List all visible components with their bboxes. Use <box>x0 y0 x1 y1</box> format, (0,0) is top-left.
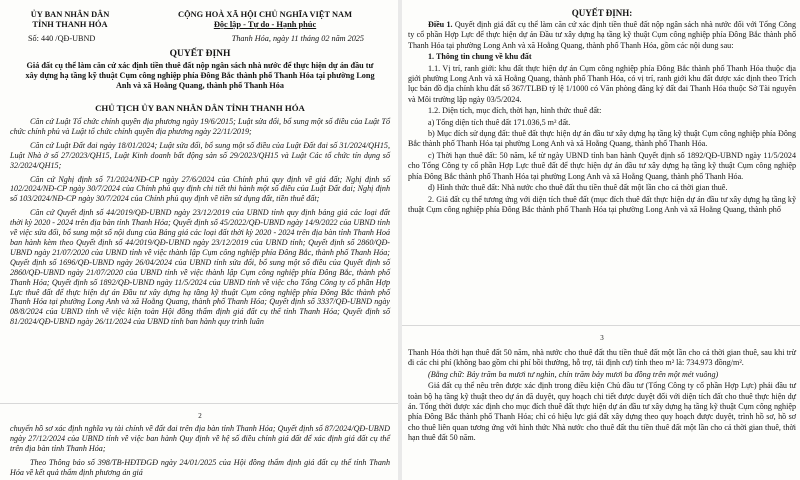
document-subject: Giá đất cụ thể làm căn cứ xác định tiền thuê đất nộp ngân sách nhà nước để thực hiện dự án đầu tư xây dựng hạ tầng kỹ thuật Cụm công nghiệp phía Đông Bắc thành phố Thanh Hóa tại phường Long Anh và xã Hoằng Quang, thành phố Thanh Hóa <box>25 61 375 90</box>
section-1-1: 1.1. Vị trí, ranh giới: khu đất thực hiện dự án Cụm công nghiệp phía Đông Bắc thành phố Thanh Hóa thuộc địa giới phường Long Anh và xã Hoằng Quang, thành phố Thanh Hóa, có vị trí, ranh giới khu đất được xác định theo Trích lục bản đồ địa chính khu đất số 367/TLBĐ tỷ lệ 1/1000 có Văn phòng đăng ký đất đai Thanh Hóa thuộc Sở Tài nguyên và Môi trường lập ngày 03/5/2024. <box>408 63 796 104</box>
section-1-2-c: c) Thời hạn thuê đất: 50 năm, kể từ ngày UBND tỉnh ban hành Quyết định số 1892/QĐ-UBND ngày 11/5/2024 cho Tổng Công ty cổ phần Hợp Lực thuê đất để thực hiện dự án đầu tư xây dựng hạ tầng kỹ thuật Cụm công nghiệp phía Đông Bắc thành phố Thanh Hóa tại phường Long Anh và xã Hoằng Quang, thành phố Thanh Hóa. <box>408 150 796 181</box>
page-number: 3 <box>600 334 604 342</box>
document-page-2-upper <box>0 403 398 480</box>
document-page-1-upper <box>0 0 398 403</box>
decision-title: QUYẾT ĐỊNH: <box>571 8 633 18</box>
legal-basis-paragraph: Căn cứ Quyết định số 44/2019/QĐ-UBND ngày 23/12/2019 của UBND tỉnh quy định bảng giá các loại đất thời kỳ 2020 - 2024 trên địa bàn tỉnh Thanh Hóa; Quyết định số 45/2022/QĐ-UBND ngày 14/9/2022 của UBND tỉnh về việc sửa đổi, bổ sung một số nội dung của Bảng giá các loại đất thời kỳ 2020 - 2024 trên địa bàn tỉnh Thanh Hoá ban hành kèm theo Quyết định số 44/2019/QĐ-UBND ngày 23/12/2019 của UBND tỉnh; Quyết định số 2860/QĐ-UBND ngày 21/07/2020 của UBND tỉnh về việc thành lập Cụm công nghiệp phía Đông Bắc, thành phố Thanh Hóa; Quyết định số 1696/QĐ-UBND ngày 26/04/2024 của UBND tỉnh sửa đổi, bổ sung một số điều của Quyết định số 2860/QĐ-UBND ngày 21/07/2020 của UBND tỉnh về việc thành lập Cụm công nghiệp phía Đông Bắc, thành phố Thanh Hóa; Quyết định số 1892/QĐ-UBND ngày 11/5/2024 của UBND tỉnh về việc cho Tổng Công ty cổ phần Hợp Lực thuê đất để thực hiện dự án Đầu tư xây dựng hạ tầng kỹ thuật Cụm công nghiệp phía Đông Bắc thành phố Thanh Hóa tại phường Long Anh và xã Hoằng Quang, thành phố Thanh Hóa; Quyết định số 3337/QĐ-UBND ngày 08/8/2024 của UBND tỉnh về việc kiện toàn Hội đồng thẩm định giá đất cụ thể tỉnh Thanh Hóa; Quyết định số 81/2024/QĐ-UBND ngày 26/11/2024 của UBND tỉnh ban hành quy trình luân <box>10 208 390 327</box>
article-1-text: Quyết định giá đất cụ thể làm căn cứ xác định tiền thuê đất nộp ngân sách nhà nước đối với Tổng Công ty cổ phần Hợp Lực để thực hiện dự án Đầu tư xây dựng hạ tầng kỹ thuật Cụm công nghiệp phía Đông Bắc thành phố Thanh Hóa tại phường Long Anh và xã Hoằng Quang, thành phố Thanh Hóa, gồm các nội dung sau: <box>408 20 796 50</box>
section-1-heading: 1. Thông tin chung về khu đất <box>428 52 532 62</box>
section-1-2-a: a) Tổng diện tích thuê đất 171.036,5 m² đất. <box>428 117 571 127</box>
section-2: 2. Giá đất cụ thể tương ứng với diện tích thuê đất (mục đích thuê đất thực hiện dự án đầu tư xây dựng hạ tầng kỹ thuật Cụm công nghiệp phía Đông Bắc thành phố Thanh Hóa tại phường Long Anh và xã Hoằng Quang, thành phố <box>408 194 796 214</box>
price-paragraph: Thanh Hóa thời hạn thuê đất 50 năm, nhà nước cho thuê đất thu tiền thuê đất một lần cho cả thời gian thuê, sau khi trừ đi các chi phí (không bao gồm chi phí bồi thường, hỗ trợ, tái định cư) tính theo m² là: 734.973 đồng/m². <box>408 348 796 368</box>
section-1-2-d: d) Hình thức thuê đất: Nhà nước cho thuê đất thu tiền thuê đất một lần cho cả thời gian thuê. <box>428 183 728 193</box>
article-1-label: Điều 1. <box>428 20 453 29</box>
legal-basis-paragraph: Theo Thông báo số 398/TB-HĐTĐGĐ ngày 24/01/2025 của Hội đồng thẩm định giá đất cụ thể tỉnh Thanh Hóa về kết quả thẩm định phương án giá <box>10 457 390 477</box>
legal-basis-paragraph: Căn cứ Luật Tổ chức chính quyền địa phương ngày 19/6/2015; Luật sửa đổi, bổ sung một số điều của Luật Tổ chức chính phủ và Luật tổ chức chính quyền địa phương ngày 22/11/2019; <box>10 117 390 136</box>
document-type-title: QUYẾT ĐỊNH <box>169 49 231 59</box>
page-number: 2 <box>198 412 202 420</box>
legal-basis-paragraph: Căn cứ Luật Đất đai ngày 18/01/2024; Luật sửa đổi, bổ sung một số điều của Luật Đất đai số 31/2024/QH15, Luật Nhà ở số 27/2023/QH15, Luật Kinh doanh bất động sản số 29/2023/QH15 và Luật Các tổ chức tín dụng số 32/2024/QH15; <box>10 140 390 170</box>
document-number: Số: 440 /QĐ-UBND <box>28 34 96 43</box>
article-1 <box>408 20 796 51</box>
legal-basis-paragraph: Căn cứ Nghị định số 71/2024/NĐ-CP ngày 27/6/2024 của Chính phủ quy định về giá đất; Nghị định số 102/2024/NĐ-CP ngày 30/7/2024 của Chính phủ quy định chi tiết thi hành một số điều của Luật Đất đai; Nghị định số 103/2024/NĐ-CP ngày 30/7/2024 của Chính phủ quy định về tiền sử dụng đất, tiền thuê đất; <box>10 174 390 204</box>
agency-line-2: TỈNH THANH HÓA <box>32 20 108 29</box>
place-date: Thanh Hóa, ngày 11 tháng 02 năm 2025 <box>231 34 364 43</box>
document-decision-page <box>402 0 800 325</box>
issuing-agency <box>10 10 130 30</box>
section-1-2: 1.2. Diện tích, mục đích, thời hạn, hình thức thuê đất: <box>428 106 602 116</box>
number-date-line <box>10 34 390 43</box>
issuing-authority: CHỦ TỊCH ỦY BAN NHÂN DÂN TỈNH THANH HÓA <box>95 103 305 113</box>
national-motto <box>140 10 390 30</box>
nation-line-2: Độc lập - Tự do - Hạnh phúc <box>213 20 317 29</box>
document-header <box>10 10 390 30</box>
legal-basis-paragraph: chuyển hồ sơ xác định nghĩa vụ tài chính về đất đai trên địa bàn tỉnh Thanh Hóa; Quyết định số 87/2024/QĐ-UBND ngày 27/12/2024 của UBND tỉnh về việc ban hành Quy định về hệ số điều chỉnh giá đất để xác định giá đất cụ thể trên địa bàn tỉnh Thanh Hóa; <box>10 424 390 453</box>
nation-line-1: CỘNG HOÀ XÃ HỘI CHỦ NGHĨA VIỆT NAM <box>178 10 352 19</box>
section-1-2-b: b) Mục đích sử dụng đất: thuê đất thực hiện dự án đầu tư xây dựng hạ tầng kỹ thuật Cụm công nghiệp phía Đông Bắc thành phố Thanh Hóa tại phường Long Anh và xã Hoằng Quang, thành phố Thanh Hóa. <box>408 129 796 149</box>
document-page-3-upper <box>402 325 800 480</box>
price-in-words: (Bằng chữ: Bảy trăm ba mươi tư nghìn, chín trăm bảy mươi ba đồng trên một mét vuông) <box>428 369 719 379</box>
agency-line-1: ỦY BAN NHÂN DÂN <box>30 10 110 19</box>
price-conditions-paragraph: Giá đất cụ thể nêu trên được xác định trong điều kiện Chủ đầu tư (Tổng Công ty cổ phần Hợp Lực) phải đầu tư toàn bộ hạ tầng kỹ thuật theo dự án đã duyệt, quy hoạch chi tiết được duyệt đối với diện tích đất cho thuê thực hiện dự án. Tổng thời được xác định cho mục đích thuê đất thực hiện dự án đầu tư xây dựng hạ tầng kỹ thuật Cụm công nghiệp phía Đông Bắc thành phố Thanh Hóa; chỉ có hiệu lực giá đất xây dựng theo quy hoạch được duyệt, trình hồ sơ, hồ sơ cho thuê liên quan tương ứng với hình thức Nhà nước cho thuê đất thu tiền thuê đất một lần cho cả thời gian thuê, thời hạn thuê đất 50 năm. <box>408 381 796 443</box>
